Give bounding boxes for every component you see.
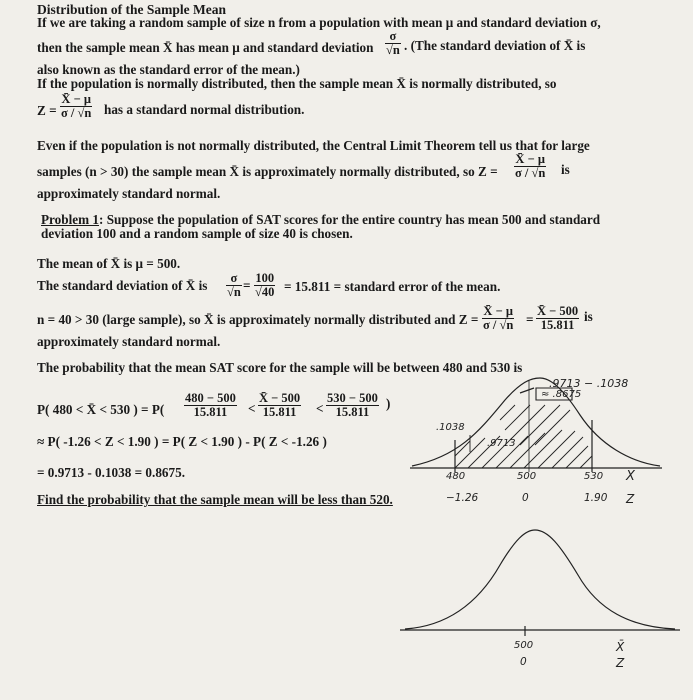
sd-line-a: The standard deviation of X̄ is [37,278,208,293]
problem-line-2: deviation 100 and a random sample of size 40 is chosen. [41,226,353,241]
intro-sd-numerator: σ [389,29,397,43]
hw-calc-top: .9713 − .1038 [549,377,629,390]
hw-x-530: 530 [584,471,604,482]
hw-lower-0: 0 [520,656,527,668]
hw-right-area: .9713 [487,438,516,449]
intro-line-2b: . (The standard deviation of X̄ is [404,38,586,53]
hw-z-label: Z [626,492,635,506]
sd-fraction-1: $\frac{\sigma}{√n}$ [227,271,241,299]
clt-line-2: samples (n > 30) the sample mean X̄ is approximately normally distributed, so Z = [37,164,498,179]
p-lt-1: < [248,401,256,416]
p-fraction-1: $\frac{480 - 500}{15.811}$ [185,391,236,419]
lower-curve-line [405,530,675,629]
upper-shading [455,405,592,468]
hw-lower-xbar: X̄ [616,640,625,654]
n-eq: = [526,312,534,327]
hw-z-190: 1.90 [584,492,608,504]
intro-line-5: has a standard normal distribution. [104,102,305,117]
hw-x-500: 500 [517,471,537,482]
n-fraction-2: $\frac{X̄ - 500}{15.811}$ [537,304,579,332]
sd-eq: = [243,278,251,293]
clt-line-2c: is [561,162,570,177]
hw-lower-z: Z [616,656,625,670]
n-line-a: n = 40 > 30 (large sample), so X̄ is approximately normally distributed and Z = [37,312,479,327]
p-close: ) [386,396,391,411]
intro-z-lhs: Z = [37,103,57,118]
find-line: Find the probability that the sample mean will be less than 520. [37,492,393,507]
hw-left-area: .1038 [436,422,465,433]
sd-fraction-2: $\frac{100}{√40}$ [255,271,275,299]
clt-line-3: approximately standard normal. [37,186,221,201]
page-title: Distribution of the Sample Mean [37,2,226,17]
p-fraction-2: $\frac{X̄ - 500}{15.811}$ [259,391,301,419]
p-line-2: ≈ P( -1.26 < Z < 1.90 ) = P( Z < 1.90 ) - P( Z < -1.26 ) [37,434,327,449]
clt-line-1: Even if the population is not normally distributed, the Central Limit Theorem tell us that for large [37,138,590,153]
problem-label: Problem 1 [41,212,99,227]
sd-line-b: = 15.811 = standard error of the mean. [284,279,501,294]
hw-x-480: 480 [446,471,466,482]
p-line-a: P( 480 < X̄ < 530 ) = P( [37,402,165,417]
n-line-c: approximately standard normal. [37,334,221,349]
hw-calc-result: ≈ .8675 [541,389,582,400]
lower-normal-curve [400,530,680,636]
intro-sd-denominator: √n [386,43,400,57]
hw-z-0: 0 [522,492,529,504]
intro-line-2a: then the sample mean X̄ has mean μ and standard deviation [37,40,374,55]
arrow-line [520,388,534,393]
hw-z-neg126: −1.26 [446,492,479,504]
p-line-3: = 0.9713 - 0.1038 = 0.8675. [37,465,185,480]
mean-line: The mean of X̄ is μ = 500. [37,256,181,271]
intro-line-4: If the population is normally distributed, then the sample mean X̄ is normally distributed, so [37,76,557,91]
prob-line: The probability that the mean SAT score for the sample will be between 480 and 530 is [37,360,523,375]
n-fraction-1: $\frac{X̄ - \mu}{\sigma / √n}$ [483,304,514,332]
intro-line-3: also known as the standard error of the mean.) [37,62,300,77]
intro-z-fraction: $\frac{X̄ - \mu}{\sigma / √n}$ [61,92,92,120]
p-fraction-3: $\frac{530 - 500}{15.811}$ [327,391,378,419]
hw-xbar: X̄ [626,469,635,484]
hw-lower-500: 500 [514,640,534,651]
problem-line-1: Problem 1: Suppose the population of SAT scores for the entire country has mean 500 and standard [41,212,601,227]
n-line-b: is [584,309,593,324]
p-lt-2: < [316,401,324,416]
clt-z-fraction: $\frac{X̄ - \mu}{\sigma / √n}$ [515,152,546,180]
intro-line-1: If we are taking a random sample of size n from a population with mean μ and standard deviation σ, [37,15,601,30]
